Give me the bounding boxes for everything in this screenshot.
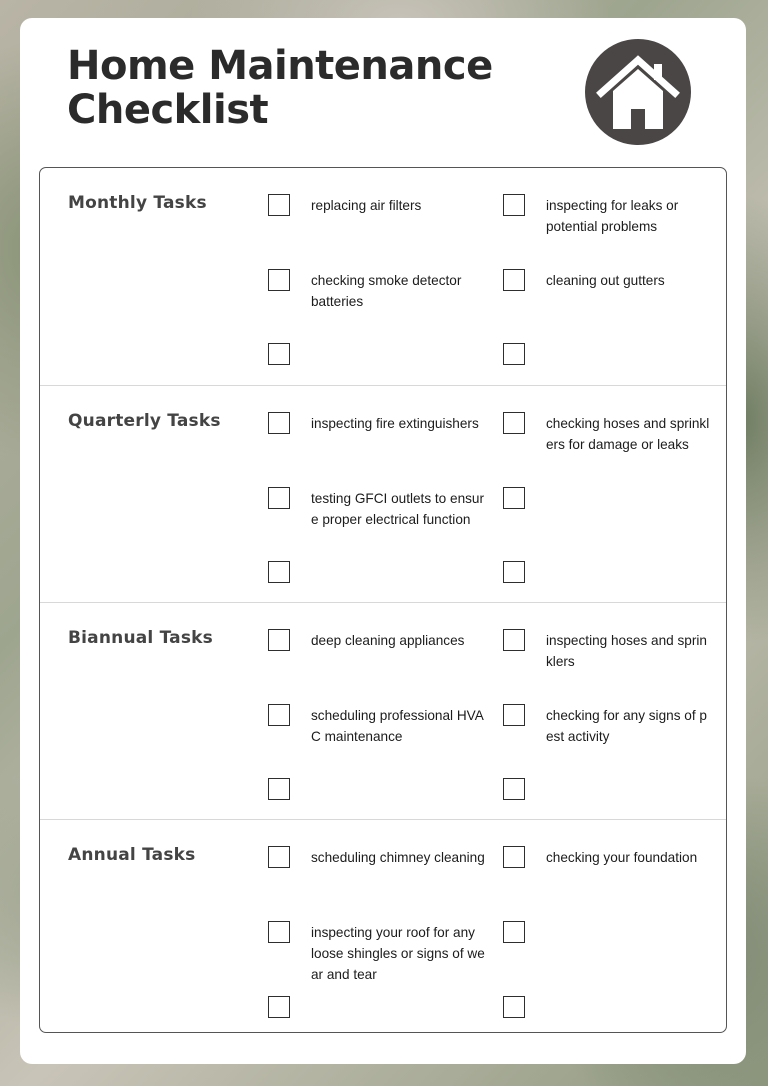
checklist-table (39, 167, 727, 1033)
task-label: inspecting for leaks or potential problems (546, 198, 679, 234)
title-line-1: Home Maintenance (67, 43, 493, 89)
section-title: Biannual Tasks (68, 628, 214, 648)
section-annual (40, 819, 726, 1032)
task-label: scheduling chimney cleaning (311, 850, 485, 865)
task-label: testing GFCI outlets to ensur e proper electrical function (311, 491, 485, 527)
checkbox[interactable] (268, 846, 290, 868)
section-quarterly (40, 385, 726, 602)
title-line-2: Checklist (67, 87, 269, 133)
checkbox[interactable] (268, 343, 290, 365)
house-icon (585, 39, 691, 145)
task-label: checking smoke detector batteries (311, 273, 462, 309)
checkbox[interactable] (503, 921, 525, 943)
checkbox[interactable] (503, 996, 525, 1018)
checkbox[interactable] (503, 343, 525, 365)
checkbox[interactable] (503, 629, 525, 651)
task-label: cleaning out gutters (546, 273, 665, 288)
checkbox[interactable] (268, 412, 290, 434)
checkbox[interactable] (503, 194, 525, 216)
task-label: inspecting your roof for any loose shingles or signs of we ar and tear (311, 925, 485, 982)
checkbox[interactable] (268, 704, 290, 726)
task-label: inspecting hoses and sprin klers (546, 633, 707, 669)
checkbox[interactable] (268, 561, 290, 583)
checkbox[interactable] (503, 269, 525, 291)
checkbox[interactable] (268, 778, 290, 800)
section-monthly (40, 168, 726, 385)
checkbox[interactable] (268, 921, 290, 943)
checkbox[interactable] (503, 846, 525, 868)
checkbox[interactable] (503, 778, 525, 800)
task-label: replacing air filters (311, 198, 422, 213)
checkbox[interactable] (503, 487, 525, 509)
section-title: Annual Tasks (68, 845, 196, 865)
section-biannual (40, 602, 726, 819)
task-label: checking hoses and sprinkl ers for damage or leaks (546, 416, 710, 452)
checkbox[interactable] (268, 996, 290, 1018)
checklist-sheet (20, 18, 746, 1064)
task-label: deep cleaning appliances (311, 633, 465, 648)
checkbox[interactable] (503, 704, 525, 726)
checkbox[interactable] (268, 629, 290, 651)
section-title: Quarterly Tasks (68, 411, 221, 431)
section-title: Monthly Tasks (68, 193, 207, 213)
checkbox[interactable] (268, 194, 290, 216)
page-title (67, 44, 493, 132)
checkbox[interactable] (268, 487, 290, 509)
checkbox[interactable] (268, 269, 290, 291)
task-label: checking for any signs of p est activity (546, 708, 707, 744)
checkbox[interactable] (503, 412, 525, 434)
task-label: checking your foundation (546, 850, 698, 865)
task-label: inspecting fire extinguishers (311, 416, 479, 431)
task-label: scheduling professional HVA C maintenance (311, 708, 484, 744)
checkbox[interactable] (503, 561, 525, 583)
